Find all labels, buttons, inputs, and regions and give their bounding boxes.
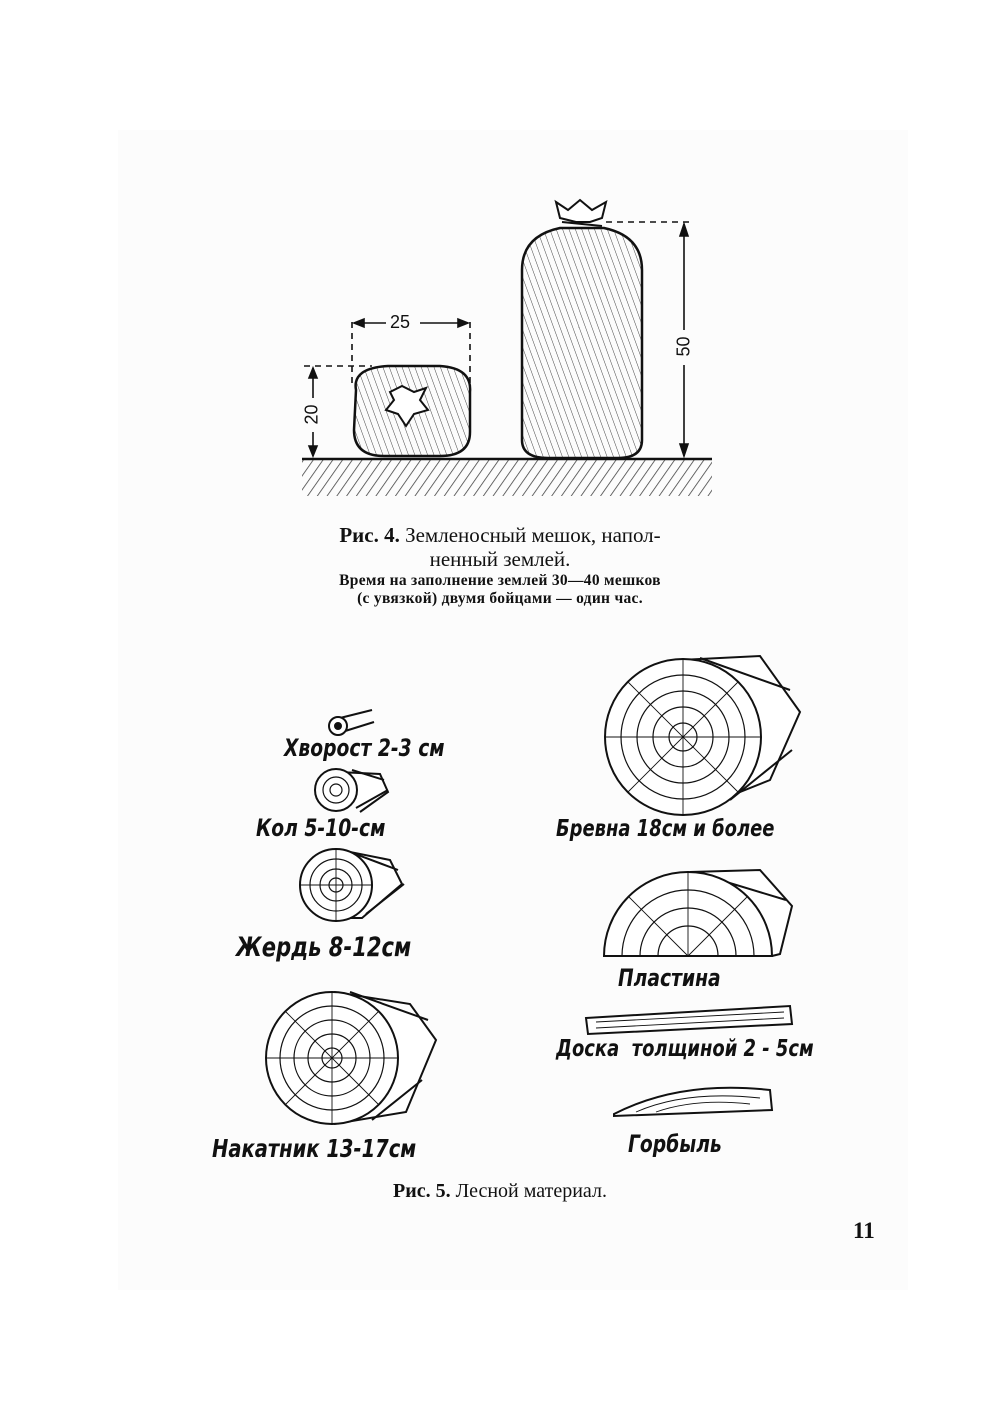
figure4-label-number: 4. — [384, 523, 400, 547]
label-doska: Доска толщиной 2 - 5см — [556, 1036, 814, 1062]
figure4-note-line2: (с увязкой) двумя бойцами — один час. — [357, 590, 643, 607]
label-kol: Кол 5-10-см — [256, 814, 386, 842]
figure4-caption-line2: ненный землей. — [429, 547, 571, 571]
label-brevna: Бревна 18см и более — [556, 816, 775, 842]
figure4-label-prefix: Рис. — [339, 523, 379, 547]
small-sandbag — [354, 366, 470, 456]
figure4-caption-line1: Земленосный мешок, напол- — [405, 523, 661, 547]
figure4-note-line1: Время на заполнение землей 30—40 мешков — [339, 572, 661, 589]
ground-line — [302, 459, 712, 496]
label-nakatnik: Накатник 13-17см — [212, 1134, 417, 1163]
label-zherd: Жердь 8-12см — [236, 932, 412, 963]
figure4-caption — [250, 523, 750, 571]
khvorost-drawing — [329, 710, 374, 735]
nakatnik-drawing — [266, 992, 436, 1124]
tall-sandbag — [522, 200, 642, 458]
label-gorbyl: Горбыль — [628, 1130, 722, 1158]
figure5-caption — [300, 1180, 700, 1203]
brevna-drawing — [605, 656, 800, 815]
kol-drawing — [315, 769, 388, 812]
zherd-drawing — [300, 849, 404, 921]
page-number: 11 — [853, 1218, 875, 1243]
label-khvorost: Хворост 2-3 см — [284, 734, 445, 762]
gorbyl-drawing — [614, 1088, 772, 1116]
dim-height-large-label: 50 — [673, 336, 694, 357]
figure5-caption-text: Лесной материал. — [455, 1180, 607, 1202]
label-plastina: Пластина — [618, 964, 721, 992]
dim-height-small-label: 20 — [301, 404, 322, 425]
figure5-label-number: 5. — [435, 1180, 451, 1202]
figure5-label-prefix: Рис. — [393, 1180, 431, 1202]
plastina-drawing — [604, 870, 792, 956]
dim-width-label: 25 — [390, 312, 411, 332]
figure4-note — [250, 572, 750, 608]
doska-drawing — [586, 1006, 792, 1034]
